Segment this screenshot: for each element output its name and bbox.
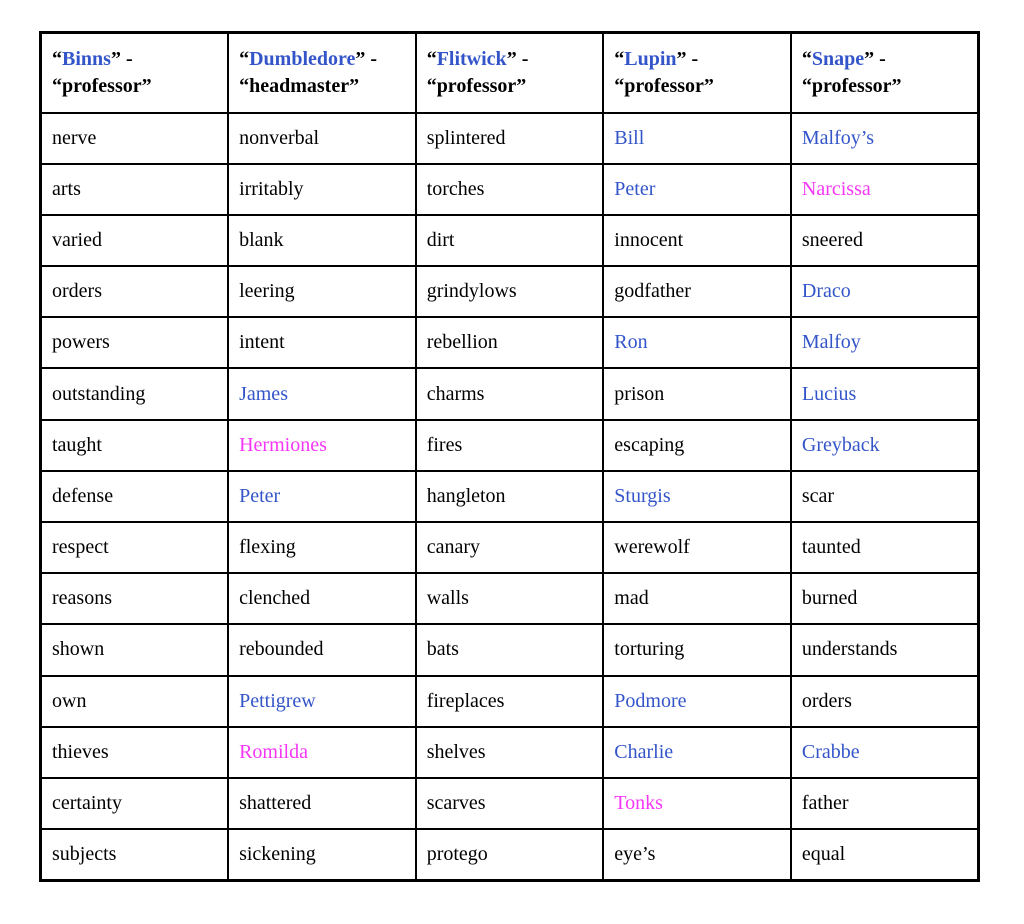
word-cell: Podmore [603, 676, 791, 727]
word-cell: Charlie [603, 727, 791, 778]
word-cell: clenched [228, 573, 416, 624]
header-open-quote: “ [801, 48, 812, 71]
word-cell: varied [41, 215, 229, 266]
word-cell: equal [791, 829, 979, 880]
table-row [41, 368, 979, 419]
word-cell: Lucius [791, 368, 979, 419]
word-cell: thieves [41, 727, 229, 778]
header-role-label: ” - “professor” [614, 48, 714, 97]
header-cell-dumbledore [228, 33, 416, 113]
word-cell: certainty [41, 778, 229, 829]
word-cell: shelves [416, 727, 604, 778]
word-cell: outstanding [41, 368, 229, 419]
header-cell-flitwick [416, 33, 604, 113]
word-cell: Crabbe [791, 727, 979, 778]
header-character-name: Snape [811, 48, 865, 71]
table-row [41, 676, 979, 727]
word-cell: Malfoy [791, 317, 979, 368]
word-cell: scar [791, 471, 979, 522]
table-row [41, 113, 979, 164]
header-character-name: Dumbledore [249, 48, 356, 71]
word-cell: shown [41, 624, 229, 675]
word-cell: sickening [228, 829, 416, 880]
word-cell: understands [791, 624, 979, 675]
header-character-name: Flitwick [436, 48, 507, 71]
word-cell: prison [603, 368, 791, 419]
header-cell-binns [41, 33, 229, 113]
header-open-quote: “ [614, 48, 625, 71]
word-cell: reasons [41, 573, 229, 624]
word-cell: respect [41, 522, 229, 573]
word-cell: protego [416, 829, 604, 880]
word-cell: flexing [228, 522, 416, 573]
word-cell: charms [416, 368, 604, 419]
word-cell: splintered [416, 113, 604, 164]
word-cell: innocent [603, 215, 791, 266]
word-cell: father [791, 778, 979, 829]
table-row [41, 420, 979, 471]
word-cell: Narcissa [791, 164, 979, 215]
table-row [41, 778, 979, 829]
word-cell: subjects [41, 829, 229, 880]
header-character-name: Binns [62, 48, 111, 71]
word-cell: godfather [603, 266, 791, 317]
header-role-label: ” - “headmaster” [239, 48, 378, 97]
word-cell: Romilda [228, 727, 416, 778]
word-cell: shattered [228, 778, 416, 829]
word-cell: sneered [791, 215, 979, 266]
word-cell: burned [791, 573, 979, 624]
word-cell: walls [416, 573, 604, 624]
header-open-quote: “ [239, 48, 250, 71]
word-cell: Greyback [791, 420, 979, 471]
word-cell: hangleton [416, 471, 604, 522]
table-row [41, 164, 979, 215]
word-cell: Hermiones [228, 420, 416, 471]
word-cell: werewolf [603, 522, 791, 573]
header-role-label: ” - “professor” [52, 48, 152, 97]
word-cell: orders [41, 266, 229, 317]
word-cell: blank [228, 215, 416, 266]
table-header-row [41, 33, 979, 113]
word-cell: defense [41, 471, 229, 522]
table-row [41, 624, 979, 675]
word-cell: James [228, 368, 416, 419]
word-cell: torches [416, 164, 604, 215]
header-role-label: ” - “professor” [426, 48, 529, 97]
word-cell: irritably [228, 164, 416, 215]
word-cell: Ron [603, 317, 791, 368]
word-cell: arts [41, 164, 229, 215]
word-cell: Malfoy’s [791, 113, 979, 164]
table-row [41, 829, 979, 880]
word-cell: fires [416, 420, 604, 471]
word-cell: bats [416, 624, 604, 675]
word-cell: rebellion [416, 317, 604, 368]
word-cell: Tonks [603, 778, 791, 829]
word-cell: intent [228, 317, 416, 368]
word-cell: Pettigrew [228, 676, 416, 727]
word-cell: torturing [603, 624, 791, 675]
table-row [41, 471, 979, 522]
word-cell: nerve [41, 113, 229, 164]
table-row [41, 727, 979, 778]
word-cell: Sturgis [603, 471, 791, 522]
word-cell: powers [41, 317, 229, 368]
word-cell: eye’s [603, 829, 791, 880]
header-open-quote: “ [52, 48, 62, 71]
table-row [41, 215, 979, 266]
table-row [41, 522, 979, 573]
word-cell: orders [791, 676, 979, 727]
header-role-label: ” - “professor” [801, 48, 902, 97]
header-cell-lupin [603, 33, 791, 113]
table-row [41, 573, 979, 624]
word-cell: escaping [603, 420, 791, 471]
header-character-name: Lupin [624, 48, 677, 71]
header-cell-snape [791, 33, 979, 113]
word-cell: Peter [228, 471, 416, 522]
word-cell: Bill [603, 113, 791, 164]
table-row [41, 317, 979, 368]
word-cell: Draco [791, 266, 979, 317]
word-cell: rebounded [228, 624, 416, 675]
word-cell: taunted [791, 522, 979, 573]
word-cell: dirt [416, 215, 604, 266]
header-open-quote: “ [426, 48, 437, 71]
word-cell: leering [228, 266, 416, 317]
word-cell: canary [416, 522, 604, 573]
word-cell: scarves [416, 778, 604, 829]
table-row [41, 266, 979, 317]
word-cell: fireplaces [416, 676, 604, 727]
word-association-table [39, 31, 980, 882]
word-cell: nonverbal [228, 113, 416, 164]
word-cell: grindylows [416, 266, 604, 317]
word-cell: taught [41, 420, 229, 471]
word-cell: mad [603, 573, 791, 624]
word-cell: Peter [603, 164, 791, 215]
word-cell: own [41, 676, 229, 727]
